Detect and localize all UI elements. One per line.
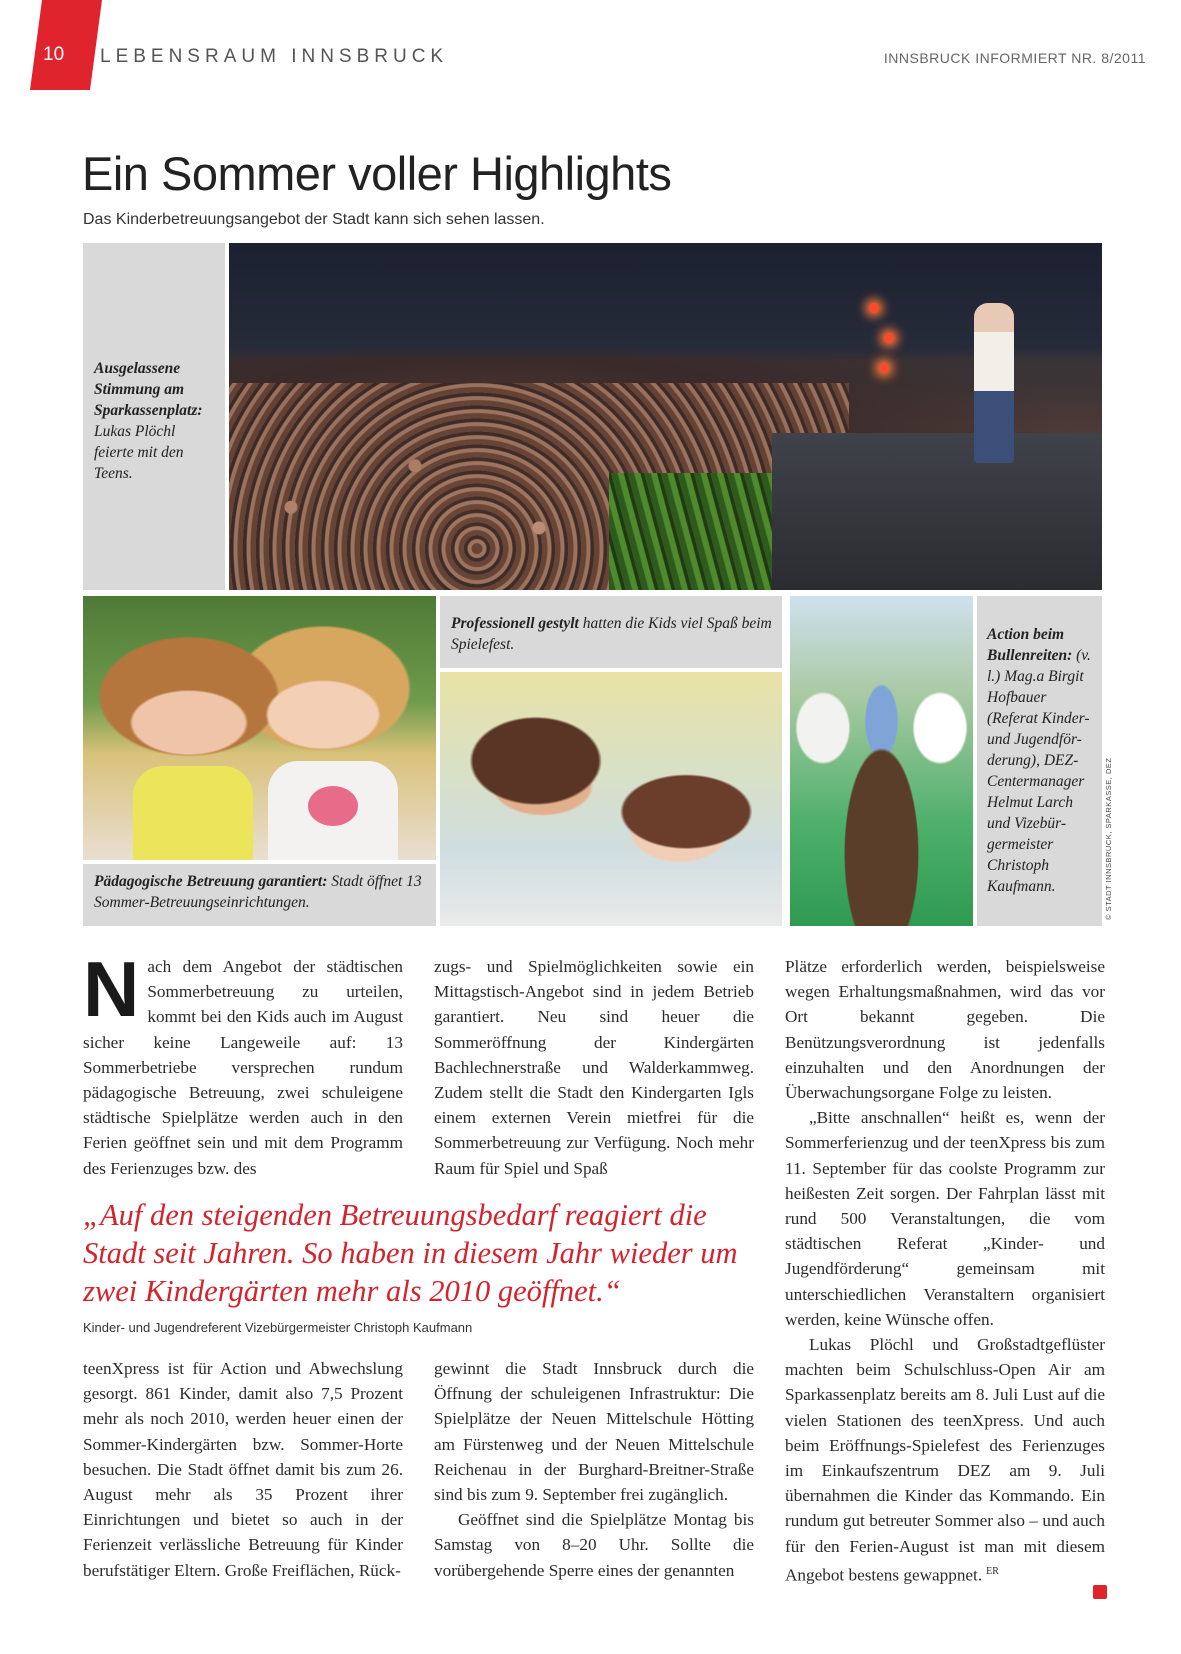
photo-credit: © STADT INNSBRUCK, SPARKASSE, DEZ bbox=[1104, 757, 1113, 920]
caption-facepaint-lead: Professionell gestylt bbox=[451, 615, 579, 632]
photo-bull-riding bbox=[790, 596, 973, 926]
photo-kids bbox=[83, 596, 436, 860]
performer-shape bbox=[974, 303, 1014, 463]
body-col2-top bbox=[434, 954, 754, 1181]
page-number-tab bbox=[30, 0, 102, 90]
stage-light bbox=[869, 303, 879, 313]
body-col1-top bbox=[83, 945, 403, 1181]
caption-concert-lead: Ausgelassene Stimmung am Sparkassenplatz: bbox=[94, 360, 203, 419]
end-mark-icon bbox=[1093, 1585, 1107, 1599]
caption-facepaint bbox=[440, 596, 782, 668]
pull-quote-source: Kinder- und Jugendreferent Vizebürgermeister Christoph Kaufmann bbox=[83, 1320, 473, 1335]
shirt-shape bbox=[133, 766, 253, 860]
caption-bull-text: (v. l.) Mag.a Birgit Hofbauer (Referat Kinder- und Jugendför-derung), DEZ-Centermanager Helmut Larch und Vizebür-germeister Christoph Kaufmann. bbox=[987, 647, 1091, 895]
caption-kids-text: Stadt öffnet 13 Sommer-Betreuungseinrichtungen. bbox=[94, 873, 422, 911]
caption-facepaint-text: hatten die Kids viel Spaß beim Spielefest. bbox=[451, 615, 772, 653]
body-col1-bottom bbox=[83, 1356, 403, 1583]
pull-quote: „Auf den steigenden Betreuungsbedarf reagiert die Stadt seit Jahren. So haben in diesem Jahr wieder um zwei Kindergärten mehr als 2010 geöffnet.“ bbox=[83, 1198, 738, 1308]
page-number: 10 bbox=[43, 44, 65, 65]
body-paragraph: gewinnt die Stadt Innsbruck durch die Öffnung der schuleigenen Infrastruktur: Die Spielplätze der Neuen Mittelschule Hötting am Fürstenweg und der Neuen Mittelschule Reichenau in der Burghard-Breitner-Straße sind bis zum 9. September frei zugänglich. bbox=[434, 1359, 754, 1505]
body-paragraph: ach dem Angebot der städtischen Sommerbetreuung zu urteilen, kommt bei den Kids auch im August sicher keine Langeweile auf: 13 Sommerbetriebe versprechen rundum pädagogische Betreuung, zwei schuleigene städtische Spielplätze werden auch in den Ferien geöffnet sein und mit dem Programm des Ferienzuges bzw. des bbox=[83, 957, 403, 1178]
author-signature: ER bbox=[986, 1565, 999, 1577]
stage-shape bbox=[772, 433, 1102, 590]
dropcap: N bbox=[83, 945, 140, 1033]
caption-concert bbox=[83, 243, 225, 590]
body-col3 bbox=[785, 954, 1105, 1588]
body-paragraph: zugs- und Spielmöglichkeiten sowie ein Mittagstisch-Angebot sind in jedem Betrieb garantiert. Neu sind heuer die Sommeröffnung der Kindergärten Bachlechnerstraße und Walderkammweg. Zudem stellt die Stadt den Kindergarten Igls einem externen Verein mietfrei für die Sommerbetreuung zur Verfügung. Noch mehr Raum für Spiel und Spaß bbox=[434, 957, 754, 1178]
flower-shape bbox=[308, 786, 358, 826]
photo-concert-crowd bbox=[229, 243, 1102, 590]
body-col2-bottom bbox=[434, 1356, 754, 1583]
body-paragraph: Geöffnet sind die Spielplätze Montag bis Samstag von 8–20 Uhr. Sollte die vorübergehende Sperre eines der genannten bbox=[434, 1510, 754, 1580]
caption-concert-text: Lukas Plöchl feierte mit den Teens. bbox=[94, 423, 184, 482]
caption-bull-lead: Action beim Bullenreiten: bbox=[987, 626, 1073, 664]
caption-bull bbox=[977, 596, 1102, 926]
body-paragraph bbox=[785, 1332, 1105, 1588]
caption-kids-lead: Pädagogische Betreuung garantiert: bbox=[94, 873, 328, 890]
stage-light bbox=[884, 333, 894, 343]
photo-facepainting bbox=[440, 672, 782, 926]
section-title: LEBENSRAUM INNSBRUCK bbox=[100, 46, 449, 67]
body-paragraph: „Bitte anschnallen“ heißt es, wenn der Sommerferienzug und der teenXpress bis zum 11. September für das coolste Programm zur heißesten Zeit sorgen. Der Fahrplan lässt mit rund 500 Veranstaltungen, die vom städtischen Referat „Kinder- und Jugendförderung“ gemeinsam mit unterschiedlichen Veranstaltern organisiert werden, keine Wünsche offen. bbox=[785, 1108, 1105, 1329]
article-subline: Das Kinderbetreuungsangebot der Stadt kann sich sehen lassen. bbox=[83, 211, 545, 228]
stage-light bbox=[879, 363, 889, 373]
caption-kids bbox=[83, 864, 436, 926]
body-paragraph: Plätze erforderlich werden, beispielsweise wegen Erhaltungsmaßnahmen, wird das vor Ort bekannt gegeben. Die Benützungsverordnung ist jedenfalls einzuhalten und den Anordnungen der Überwachungsorgane Folge zu leisten. bbox=[785, 957, 1105, 1103]
article-headline: Ein Sommer voller Highlights bbox=[82, 147, 672, 200]
body-paragraph-text: Lukas Plöchl und Großstadtgeflüster machten beim Schulschluss-Open Air am Sparkassenplatz bereits am 8. Juli Lust auf die vielen Stationen des teenXpress. Und auch beim Eröffnungs-Spielefest des Ferienzuges im Einkaufszentrum DEZ am 9. Juli übernahmen die Kinder das Kommando. Ein rundum gut betreuter Sommer also – und auch für den Ferien-August ist man mit diesem Angebot bestens gewappnet. bbox=[785, 1335, 1105, 1585]
body-paragraph: teenXpress ist für Action und Abwechslung gesorgt. 861 Kinder, damit also 7,5 Prozent mehr als noch 2010, werden heuer einen der Sommer-Kindergärten bzw. Sommer-Horte besuchen. Die Stadt öffnet damit bis zum 26. August mehr als 35 Prozent ihrer Einrichtungen und bietet so auch in der Ferienzeit verlässliche Betreuung für Kinder berufstätiger Eltern. Große Freiflächen, Rück- bbox=[83, 1359, 403, 1580]
issue-label: INNSBRUCK INFORMIERT NR. 8/2011 bbox=[883, 50, 1146, 66]
